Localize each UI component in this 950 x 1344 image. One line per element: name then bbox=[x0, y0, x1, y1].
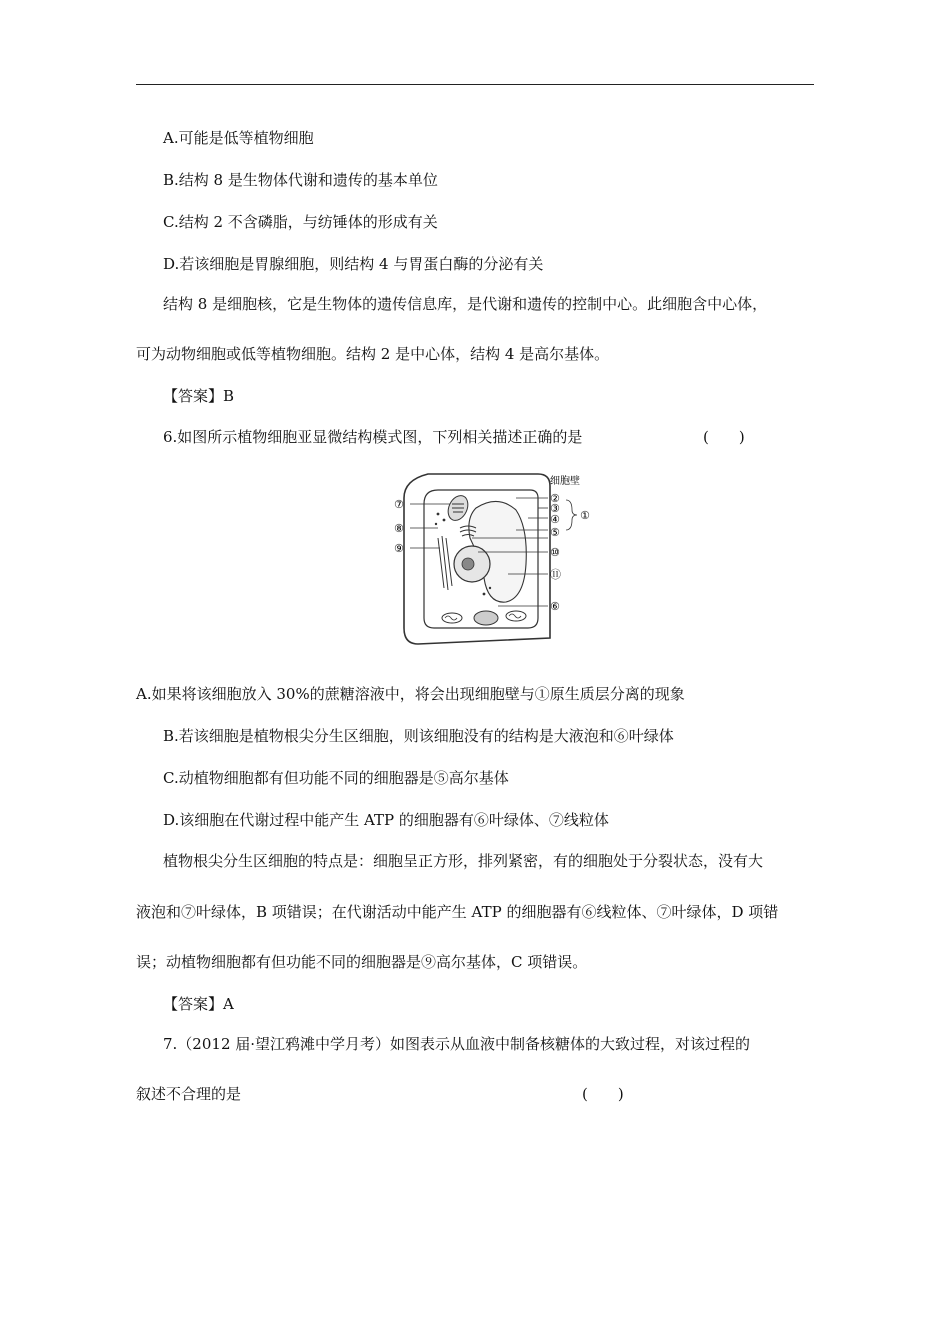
cell-wall-label: 细胞壁 bbox=[550, 476, 580, 487]
label-7: ⑦ bbox=[394, 498, 404, 511]
q6-stem: 6.如图所示植物细胞亚显微结构模式图，下列相关描述正确的是 bbox=[163, 428, 583, 446]
q6-option-d: D.该细胞在代谢过程中能产生 ATP 的细胞器有⑥叶绿体、⑦线粒体 bbox=[163, 811, 609, 829]
chloroplast-bottom bbox=[474, 611, 498, 625]
q6-option-b: B.若该细胞是植物根尖分生区细胞，则该细胞没有的结构是大液泡和⑥叶绿体 bbox=[163, 727, 674, 745]
q7-answer-paren: ( ) bbox=[582, 1085, 624, 1103]
q6-option-a: A.如果将该细胞放入 30%的蔗糖溶液中，将会出现细胞壁与①原生质层分离的现象 bbox=[136, 685, 685, 703]
q6-option-c: C.动植物细胞都有但功能不同的细胞器是⑤高尔基体 bbox=[163, 769, 509, 787]
q5-explanation-line-2: 可为动物细胞或低等植物细胞。结构 2 是中心体，结构 4 是高尔基体。 bbox=[136, 345, 610, 363]
q6-answer: 【答案】A bbox=[163, 995, 234, 1013]
q5-option-d: D.若该细胞是胃腺细胞，则结构 4 与胃蛋白酶的分泌有关 bbox=[163, 255, 544, 273]
endoplasmic-reticulum bbox=[438, 536, 452, 590]
q6-explanation-line-3: 误；动植物细胞都有但功能不同的细胞器是⑨高尔基体，C 项错误。 bbox=[136, 953, 588, 971]
q5-answer: 【答案】B bbox=[163, 387, 235, 405]
header-rule bbox=[136, 84, 814, 85]
label-5: ⑤ bbox=[550, 526, 560, 539]
label-1: ① bbox=[580, 509, 590, 522]
label-3: ③ bbox=[550, 502, 560, 515]
label-11: ⑪ bbox=[550, 568, 561, 581]
nucleolus bbox=[462, 558, 474, 570]
q7-stem-line-1: 7.（2012 届·望江鸦滩中学月考）如图表示从血液中制备核糖体的大致过程，对该过程的 bbox=[163, 1035, 751, 1053]
label-6: ⑥ bbox=[550, 600, 560, 613]
label-9: ⑨ bbox=[394, 542, 404, 555]
label-8: ⑧ bbox=[394, 522, 404, 535]
q5-option-c: C.结构 2 不含磷脂，与纺锤体的形成有关 bbox=[163, 213, 438, 231]
q6-explanation-line-2: 液泡和⑦叶绿体，B 项错误；在代谢活动中能产生 ATP 的细胞器有⑥线粒体、⑦叶绿体，D 项错 bbox=[136, 903, 779, 921]
q5-explanation-line-1: 结构 8 是细胞核，它是生物体的遗传信息库，是代谢和遗传的控制中心。此细胞含中心体， bbox=[163, 295, 768, 313]
label-10: ⑩ bbox=[550, 546, 560, 559]
q6-explanation-line-1: 植物根尖分生区细胞的特点是：细胞呈正方形，排列紧密，有的细胞处于分裂状态，没有大 bbox=[163, 852, 764, 870]
q6-answer-paren: ( ) bbox=[703, 428, 745, 446]
label-4: ④ bbox=[550, 513, 560, 526]
label-2: ② bbox=[550, 492, 560, 505]
q7-stem-line-2: 叙述不合理的是 bbox=[136, 1085, 242, 1103]
q5-option-a: A.可能是低等植物细胞 bbox=[163, 129, 314, 147]
plant-cell-diagram bbox=[388, 468, 600, 648]
q5-option-b: B.结构 8 是生物体代谢和遗传的基本单位 bbox=[163, 171, 438, 189]
